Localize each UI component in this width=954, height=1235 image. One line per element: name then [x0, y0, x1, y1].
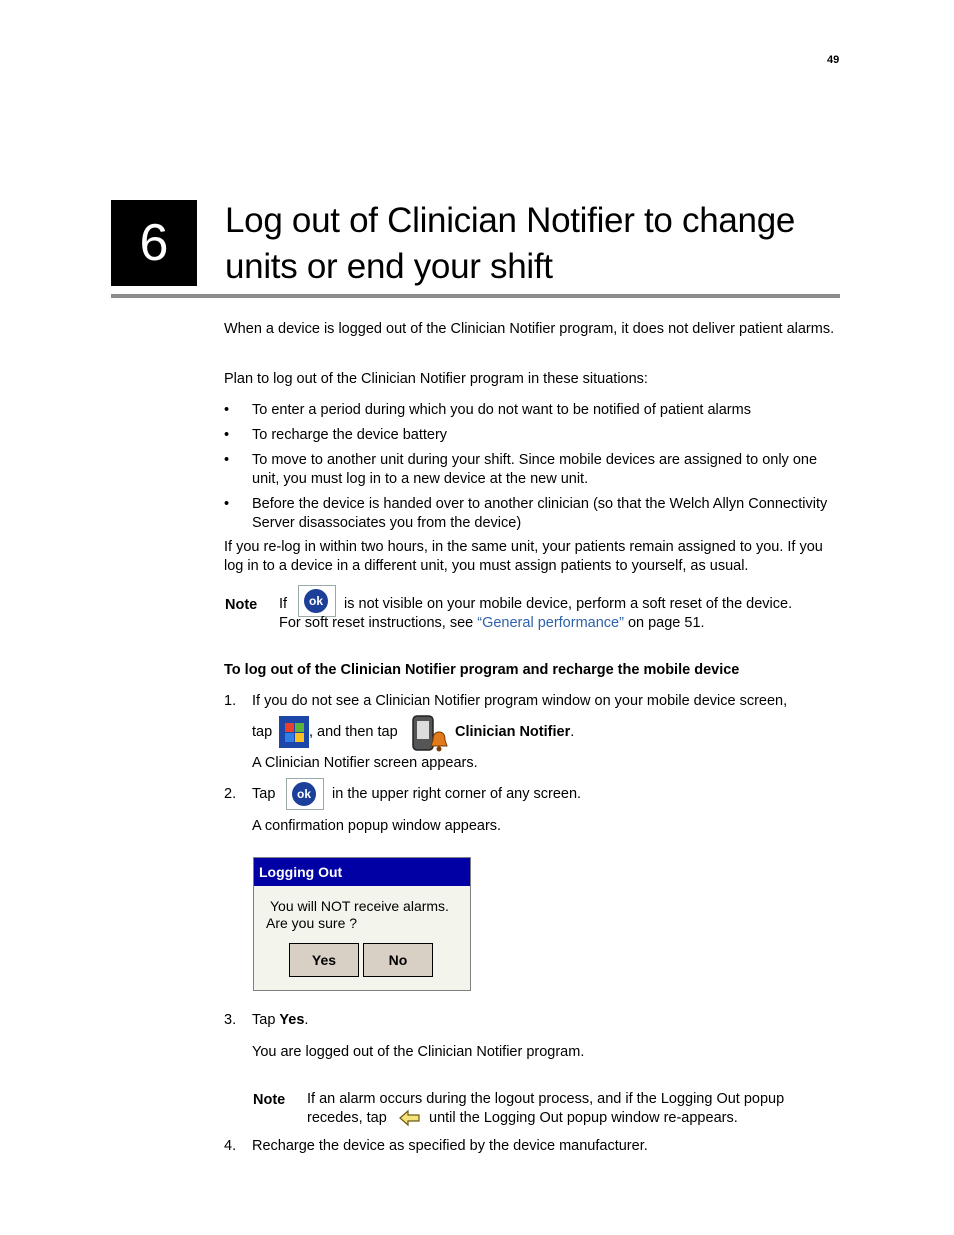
clinician-notifier-icon [411, 714, 449, 752]
ok-icon: ok [286, 778, 324, 810]
step3-tap: Tap [252, 1012, 276, 1028]
logging-out-dialog [253, 857, 471, 991]
situations-intro: Plan to log out of the Clinician Notifier program in these situations: [224, 371, 648, 387]
step2-text: in the upper right corner of any screen. [332, 786, 582, 802]
no-button[interactable]: No [363, 943, 433, 977]
start-button-illustration [279, 716, 309, 748]
note2-line1: If an alarm occurs during the logout process, and if the Logging Out popup [307, 1091, 785, 1107]
bullet-text: To move to another unit during your shift. Since mobile devices are assigned to only one unit, you must log in to a new device at the new unit. [252, 452, 818, 487]
note-text-post: is not visible on your mobile device, perform a soft reset of the device. [344, 596, 793, 612]
step2-result: A confirmation popup window appears. [252, 818, 502, 834]
step-number: 3. [224, 1012, 237, 1028]
bullet-text: To enter a period during which you do not want to be notified of patient alarms [252, 402, 751, 418]
note-label: Note [225, 597, 258, 613]
note-text-pre: If [279, 596, 288, 612]
yes-button[interactable]: Yes [289, 943, 359, 977]
step3-period: . [304, 1012, 309, 1028]
step3-text [252, 1011, 308, 1030]
bullet-item [224, 451, 842, 488]
step3-yes: Yes [279, 1012, 305, 1028]
bullet-marker: • [224, 452, 230, 468]
step-number: 4. [224, 1138, 237, 1154]
step4-text: Recharge the device as specified by the device manufacturer. [252, 1138, 648, 1154]
dialog-line1: You will NOT receive alarms. [270, 898, 449, 914]
step1-period: . [570, 724, 575, 740]
step1-text: If you do not see a Clinician Notifier program window on your mobile device screen, [252, 693, 788, 709]
title-rule [111, 294, 840, 298]
bullet-marker: • [224, 402, 230, 418]
dialog-line2: Are you sure ? [266, 915, 358, 931]
bullet-text: To recharge the device battery [252, 427, 448, 443]
clinician-notifier-illustration [411, 714, 449, 752]
bullet-marker: • [224, 427, 230, 443]
ok-button-illustration [298, 585, 336, 617]
note2-line2-pre: recedes, tap [307, 1110, 387, 1126]
intro-paragraph: When a device is logged out of the Clinician Notifier program, it does not deliver patient alarms. [224, 321, 835, 337]
bullet-text: Before the device is handed over to another clinician (so that the Welch Allyn Connectivity Server disassociates you from the device) [252, 496, 828, 531]
step-number: 1. [224, 693, 237, 709]
chapter-number: 6 [111, 200, 197, 286]
relog-paragraph: If you re-log in within two hours, in the same unit, your patients remain assigned to you. If you log in to a device in a different unit, you must assign patients to yourself, as usual. [224, 539, 823, 574]
chapter-title: Log out of Clinician Notifier to change units or end your shift [225, 201, 796, 286]
ok-button-illustration [286, 778, 324, 810]
step3-result: You are logged out of the Clinician Notifier program. [252, 1044, 585, 1060]
dialog-message [266, 898, 449, 932]
back-arrow-illustration [398, 1109, 422, 1127]
step2-tap: Tap [252, 786, 276, 802]
note2-line2-post: until the Logging Out popup window re-appears. [429, 1110, 738, 1126]
procedure-heading: To log out of the Clinician Notifier program and recharge the mobile device [224, 662, 740, 678]
dialog-title: Logging Out [254, 858, 470, 886]
note-line2-post: on page 51. [627, 615, 705, 631]
bullet-marker: • [224, 496, 230, 512]
bullet-item [224, 495, 842, 532]
app-name: Clinician Notifier [455, 724, 571, 740]
bullet-item [224, 401, 842, 420]
windows-start-icon [279, 716, 309, 748]
step1-tap: tap [252, 724, 273, 740]
page-number: 49 [827, 54, 840, 66]
step1-result: A Clinician Notifier screen appears. [252, 755, 478, 771]
step-number: 2. [224, 786, 237, 802]
ok-icon: ok [298, 585, 336, 617]
step1-app [455, 723, 574, 742]
note-line2 [279, 614, 705, 633]
bullet-item [224, 426, 842, 445]
general-performance-link[interactable]: “General performance” [477, 615, 624, 631]
back-arrow-icon [398, 1109, 422, 1127]
step1-and-then: , and then tap [309, 724, 398, 740]
note-label: Note [253, 1092, 286, 1108]
note-line2-pre: For soft reset instructions, see [279, 615, 474, 631]
